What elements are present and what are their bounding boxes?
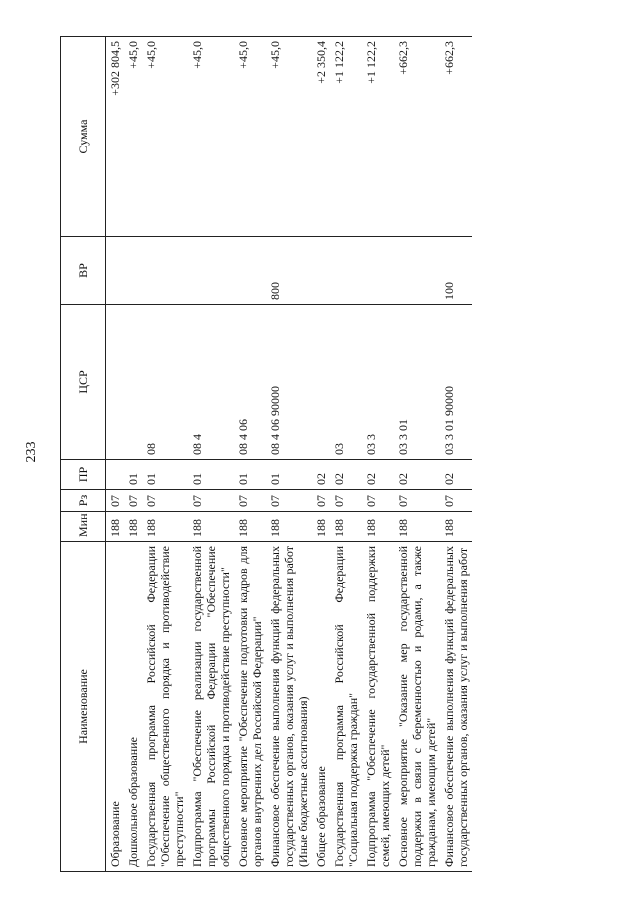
cell-name: Государственная программа Российской Федерации "Социальная поддержка граждан" (330, 542, 362, 872)
header-pr: ПР (61, 460, 106, 490)
cell-csr: 03 3 01 90000 (440, 305, 472, 460)
cell-min: 188 (312, 512, 330, 542)
cell-name: Основное мероприятие "Оказание мер государственной поддержки в связи с беременностью и родами, а также гражданам, имеющим детей" (394, 542, 440, 872)
cell-min: 188 (394, 512, 440, 542)
cell-rz: 07 (330, 490, 362, 512)
page-number: 233 (24, 441, 39, 463)
cell-name: Подпрограмма "Обеспечение реализации государственной программы Российской Федерации "Обеспечение общественного порядка и противодействие преступности" (188, 542, 234, 872)
cell-name: Дошкольное образование (124, 542, 142, 872)
cell-name: Финансовое обеспечение выполнения функций федеральных государственных органов, оказания услуг и выполнения работ (Иные бюджетные ассигнования) (266, 542, 312, 872)
cell-min: 188 (440, 512, 472, 542)
cell-pr: 02 (312, 460, 330, 490)
cell-name: Основное мероприятие "Обеспечение подготовки кадров для органов внутренних дел Российской Федерации" (234, 542, 266, 872)
cell-rz: 07 (188, 490, 234, 512)
cell-sum: +45,0 (234, 37, 266, 237)
cell-csr: 08 4 06 90000 (266, 305, 312, 460)
cell-rz: 07 (124, 490, 142, 512)
cell-pr: 02 (440, 460, 472, 490)
cell-vr (312, 237, 330, 305)
cell-min: 188 (234, 512, 266, 542)
cell-sum: +662,3 (440, 37, 472, 237)
cell-sum: +1 122,2 (330, 37, 362, 237)
cell-csr (312, 305, 330, 460)
cell-sum: +45,0 (124, 37, 142, 237)
header-sum: Сумма (61, 37, 106, 237)
cell-csr: 03 3 01 (394, 305, 440, 460)
cell-csr: 08 4 06 (234, 305, 266, 460)
cell-sum: +45,0 (188, 37, 234, 237)
cell-pr: 01 (188, 460, 234, 490)
table-row (234, 37, 266, 872)
cell-pr: 02 (394, 460, 440, 490)
table-row (362, 37, 394, 872)
cell-pr: 01 (142, 460, 188, 490)
cell-vr (188, 237, 234, 305)
table-row (124, 37, 142, 872)
cell-vr (142, 237, 188, 305)
header-csr: ЦСР (61, 305, 106, 460)
budget-table-wrapper (60, 37, 620, 872)
cell-min: 188 (266, 512, 312, 542)
header-vr: ВР (61, 237, 106, 305)
table-row (312, 37, 330, 872)
table-row (142, 37, 188, 872)
cell-vr: 800 (266, 237, 312, 305)
table-row (394, 37, 440, 872)
cell-pr: 02 (362, 460, 394, 490)
header-name: Наименование (61, 542, 106, 872)
cell-min: 188 (362, 512, 394, 542)
cell-pr: 01 (234, 460, 266, 490)
cell-rz: 07 (234, 490, 266, 512)
table-row (188, 37, 234, 872)
cell-name: Подпрограмма "Обеспечение государственной поддержки семей, имеющих детей" (362, 542, 394, 872)
header-rz: Рз (61, 490, 106, 512)
cell-name: Государственная программа Российской Федерации "Обеспечение общественного порядка и противодействие преступности" (142, 542, 188, 872)
cell-rz: 07 (106, 490, 125, 512)
cell-sum: +2 350,4 (312, 37, 330, 237)
cell-vr (106, 237, 125, 305)
table-row (266, 37, 312, 872)
cell-sum: +662,3 (394, 37, 440, 237)
cell-csr (106, 305, 125, 460)
cell-vr (124, 237, 142, 305)
cell-sum: +45,0 (266, 37, 312, 237)
cell-pr (106, 460, 125, 490)
cell-rz: 07 (266, 490, 312, 512)
table-row (440, 37, 472, 872)
cell-pr: 01 (124, 460, 142, 490)
cell-min: 188 (188, 512, 234, 542)
cell-name: Финансовое обеспечение выполнения функций федеральных государственных органов, оказания услуг и выполнения работ (440, 542, 472, 872)
cell-vr: 100 (440, 237, 472, 305)
cell-rz: 07 (440, 490, 472, 512)
cell-csr: 03 3 (362, 305, 394, 460)
cell-rz: 07 (312, 490, 330, 512)
cell-vr (362, 237, 394, 305)
table-row (106, 37, 125, 872)
cell-rz: 07 (142, 490, 188, 512)
cell-min: 188 (330, 512, 362, 542)
cell-min: 188 (124, 512, 142, 542)
cell-min: 188 (142, 512, 188, 542)
cell-csr (124, 305, 142, 460)
cell-rz: 07 (394, 490, 440, 512)
table-row (330, 37, 362, 872)
cell-csr: 08 4 (188, 305, 234, 460)
cell-name: Общее образование (312, 542, 330, 872)
cell-name: Образование (106, 542, 125, 872)
table-header-row (61, 37, 106, 872)
cell-pr: 02 (330, 460, 362, 490)
cell-csr: 03 (330, 305, 362, 460)
cell-min: 188 (106, 512, 125, 542)
cell-vr (234, 237, 266, 305)
cell-sum: +302 804,5 (106, 37, 125, 237)
header-min: Мин (61, 512, 106, 542)
cell-pr: 01 (266, 460, 312, 490)
cell-vr (394, 237, 440, 305)
cell-vr (330, 237, 362, 305)
cell-sum: +1 122,2 (362, 37, 394, 237)
cell-csr: 08 (142, 305, 188, 460)
cell-sum: +45,0 (142, 37, 188, 237)
budget-table (60, 36, 472, 872)
cell-rz: 07 (362, 490, 394, 512)
